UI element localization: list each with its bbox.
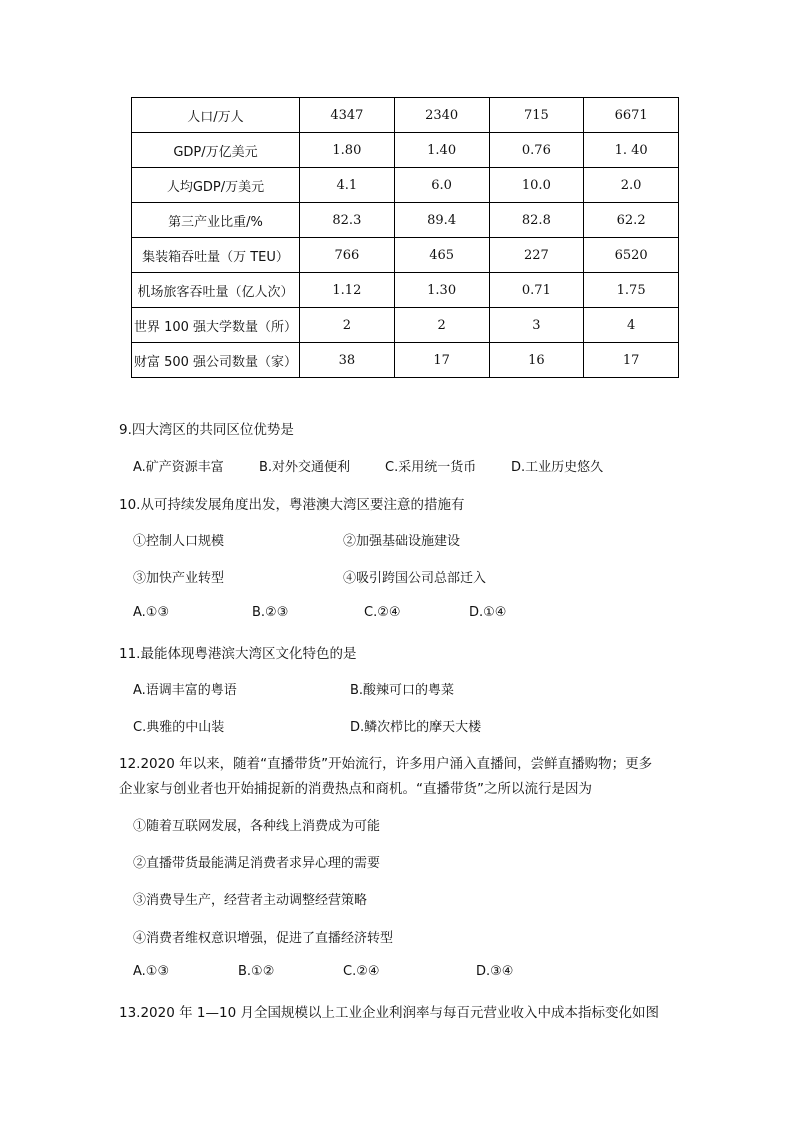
question-12-stem-line2: 企业家与创业者也开始捕捉新的消费热点和商机。“直播带货”之所以流行是因为 (119, 781, 592, 797)
table-cell: 2 (300, 308, 395, 343)
q10-item-3: ③加快产业转型 (133, 571, 225, 586)
q10-option-a: A.①③ (133, 605, 170, 620)
question-13-stem: 13.2020 年 1—10 月全国规模以上工业企业利润率与每百元营业收入中成本指标变化如图 (119, 1005, 659, 1021)
table-row (132, 308, 679, 343)
q12-option-c: C.②④ (343, 964, 380, 979)
table-cell: 465 (394, 238, 489, 273)
q12-option-a: A.①③ (133, 964, 170, 979)
q12-option-b: B.①② (238, 964, 275, 979)
row-label: 第三产业比重/% (132, 203, 300, 238)
table-cell: 2.0 (584, 168, 679, 203)
q10-option-b: B.②③ (252, 605, 289, 620)
table-cell: 82.3 (300, 203, 395, 238)
question-9-stem: 9.四大湾区的共同区位优势是 (119, 422, 294, 438)
table-cell: 1.30 (394, 273, 489, 308)
q10-item-2: ②加强基础设施建设 (343, 534, 461, 549)
question-11-stem: 11.最能体现粤港滨大湾区文化特色的是 (119, 646, 357, 662)
table-cell: 6.0 (394, 168, 489, 203)
q12-item-1: ①随着互联网发展，各种线上消费成为可能 (133, 819, 381, 834)
table-cell: 82.8 (489, 203, 584, 238)
table-row (132, 273, 679, 308)
table-cell: 4347 (300, 98, 395, 133)
q9-option-c: C.采用统一货币 (385, 460, 477, 475)
q11-option-c: C.典雅的中山装 (133, 720, 225, 735)
table-cell: 17 (394, 343, 489, 378)
table-cell: 89.4 (394, 203, 489, 238)
q9-option-a: A.矿产资源丰富 (133, 460, 224, 475)
table-cell: 2340 (394, 98, 489, 133)
table-cell: 6671 (584, 98, 679, 133)
row-label: 机场旅客吞吐量（亿人次） (132, 273, 300, 308)
row-label: 集装箱吞吐量（万 TEU） (132, 238, 300, 273)
question-12-stem-line1: 12.2020 年以来，随着“直播带货”开始流行，许多用户涌入直播间，尝鲜直播购物；更多 (119, 756, 653, 772)
table-row (132, 168, 679, 203)
table-cell: 1.75 (584, 273, 679, 308)
table-cell: 10.0 (489, 168, 584, 203)
statistics-table (131, 97, 679, 378)
table-cell: 1. 40 (584, 133, 679, 168)
q10-option-c: C.②④ (364, 605, 401, 620)
q10-option-d: D.①④ (469, 605, 507, 620)
row-label: 人口/万人 (132, 98, 300, 133)
row-label: GDP/万亿美元 (132, 133, 300, 168)
q11-option-a: A.语调丰富的粤语 (133, 683, 237, 698)
table-cell: 715 (489, 98, 584, 133)
q12-item-2: ②直播带货最能满足消费者求异心理的需要 (133, 856, 381, 871)
table-cell: 227 (489, 238, 584, 273)
table-cell: 1.40 (394, 133, 489, 168)
table-cell: 4.1 (300, 168, 395, 203)
table-cell: 0.71 (489, 273, 584, 308)
table-cell: 3 (489, 308, 584, 343)
question-10-stem: 10.从可持续发展角度出发，粤港澳大湾区要注意的措施有 (119, 497, 465, 513)
table-cell: 17 (584, 343, 679, 378)
table-cell: 766 (300, 238, 395, 273)
table-row (132, 343, 679, 378)
table-cell: 0.76 (489, 133, 584, 168)
row-label: 世界 100 强大学数量（所） (132, 308, 300, 343)
q11-option-d: D.鳞次栉比的摩天大楼 (350, 720, 482, 735)
table-row (132, 98, 679, 133)
q10-item-4: ④吸引跨国公司总部迁入 (343, 571, 487, 586)
q11-option-b: B.酸辣可口的粤菜 (350, 683, 455, 698)
table-cell: 38 (300, 343, 395, 378)
q10-item-1: ①控制人口规模 (133, 534, 225, 549)
table-cell: 6520 (584, 238, 679, 273)
table-row (132, 203, 679, 238)
table-row (132, 133, 679, 168)
table-row (132, 238, 679, 273)
q12-option-d: D.③④ (476, 964, 514, 979)
table-cell: 1.80 (300, 133, 395, 168)
q9-option-d: D.工业历史悠久 (511, 460, 604, 475)
q9-option-b: B.对外交通便利 (259, 460, 351, 475)
table-cell: 2 (394, 308, 489, 343)
table-cell: 4 (584, 308, 679, 343)
q12-item-3: ③消费导生产，经营者主动调整经营策略 (133, 893, 368, 908)
table-cell: 62.2 (584, 203, 679, 238)
table-cell: 1.12 (300, 273, 395, 308)
row-label: 财富 500 强公司数量（家） (132, 343, 300, 378)
row-label: 人均GDP/万美元 (132, 168, 300, 203)
q12-item-4: ④消费者维权意识增强，促进了直播经济转型 (133, 931, 394, 946)
table-cell: 16 (489, 343, 584, 378)
